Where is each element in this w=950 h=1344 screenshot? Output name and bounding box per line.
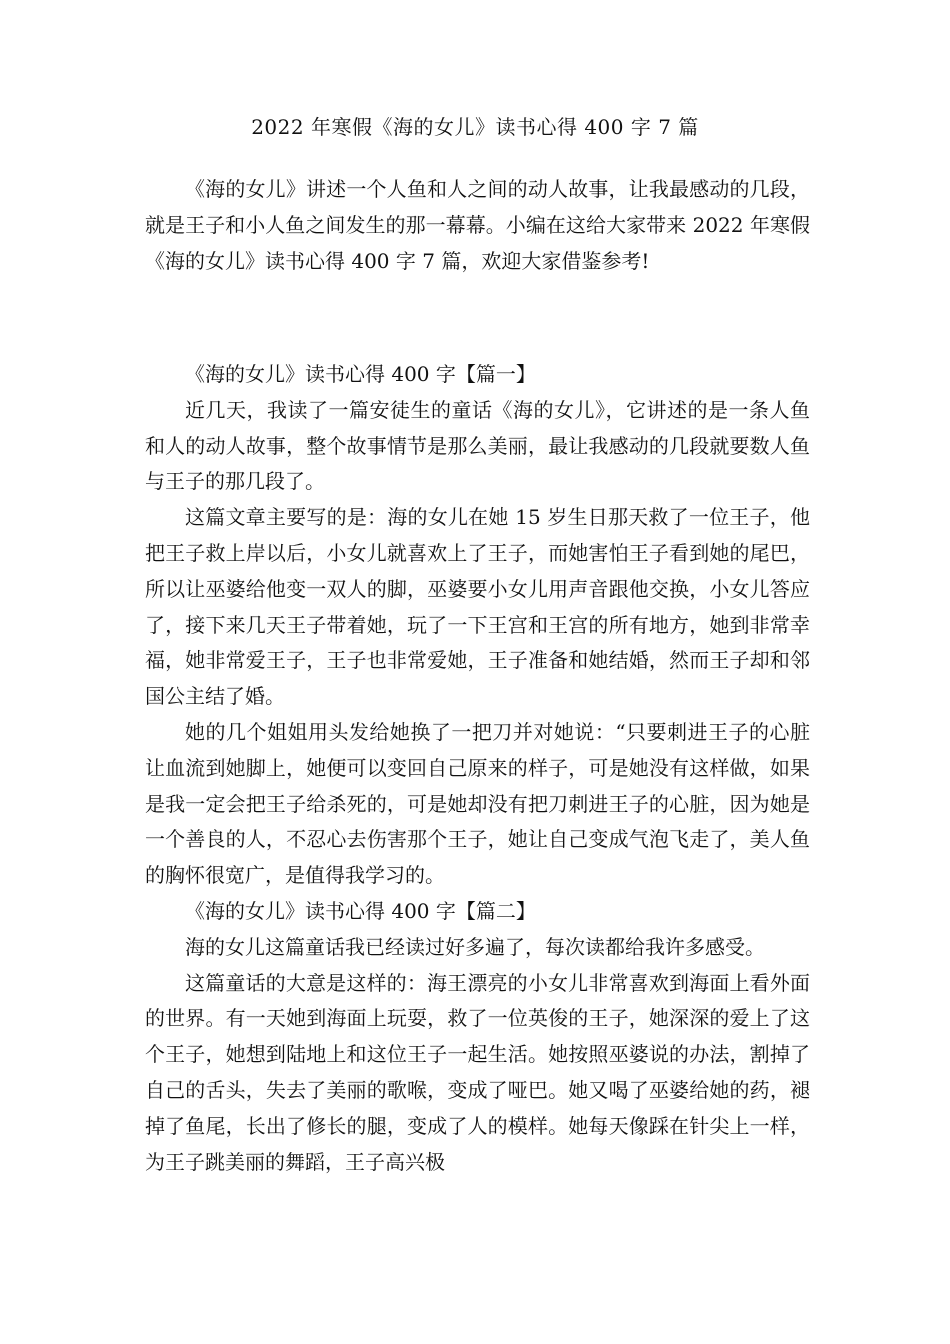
document-title: 2022 年寒假《海的女儿》读书心得 400 字 7 篇 bbox=[251, 115, 699, 139]
paragraph: 这篇文章主要写的是：海的女儿在她 15 岁生日那天救了一位王子，他把王子救上岸以后，小女儿就喜欢上了王子，而她害怕王子看到她的尾巴，所以让巫婆给他变一双人的脚，巫婆要小女儿用声音跟他交换，小女儿答应了，接下来几天王子带着她，玩了一下王宫和王宫的所有地方，她到非常幸福，她非常爱王子，王子也非常爱她，王子准备和她结婚，然而王子却和邻国公主结了婚。 bbox=[145, 505, 810, 709]
paragraph: 这篇童话的大意是这样的：海王漂亮的小女儿非常喜欢到海面上看外面的世界。有一天她到海面上玩耍，救了一位英俊的王子，她深深的爱上了这个王子，她想到陆地上和这位王子一起生活。她按照巫婆说的办法，割掉了自己的舌头，失去了美丽的歌喉，变成了哑巴。她又喝了巫婆给她的药，褪掉了鱼尾，长出了修长的腿，变成了人的模样。她每天像踩在针尖上一样，为王子跳美丽的舞蹈，王子高兴极 bbox=[145, 970, 810, 1174]
section-heading-1: 《海的女儿》读书心得 400 字【篇一】 bbox=[185, 362, 536, 386]
intro-paragraph: 《海的女儿》讲述一个人鱼和人之间的动人故事，让我最感动的几段，就是王子和小人鱼之间发生的那一幕幕。小编在这给大家带来 2022 年寒假《海的女儿》读书心得 400 字 7 篇，欢迎大家借鉴参考! bbox=[145, 177, 810, 273]
paragraph: 近几天，我读了一篇安徒生的童话《海的女儿》，它讲述的是一条人鱼和人的动人故事，整个故事情节是那么美丽，最让我感动的几段就要数人鱼与王子的那几段了。 bbox=[145, 397, 810, 494]
section-heading-2: 《海的女儿》读书心得 400 字【篇二】 bbox=[185, 898, 536, 923]
main-content bbox=[145, 357, 810, 1180]
paragraph: 她的几个姐姐用头发给她换了一把刀并对她说：“只要刺进王子的心脏让血流到她脚上，她便可以变回自己原来的样子，可是她没有这样做，如果是我一定会把王子给杀死的，可是她却没有把刀刺进王子的心脏，因为她是一个善良的人，不忍心去伤害那个王子，她让自己变成气泡飞走了，美人鱼的胸怀很宽广，是值得我学习的。 bbox=[145, 719, 810, 888]
paragraph: 海的女儿这篇童话我已经读过好多遍了，每次读都给我许多感受。 bbox=[185, 934, 765, 959]
